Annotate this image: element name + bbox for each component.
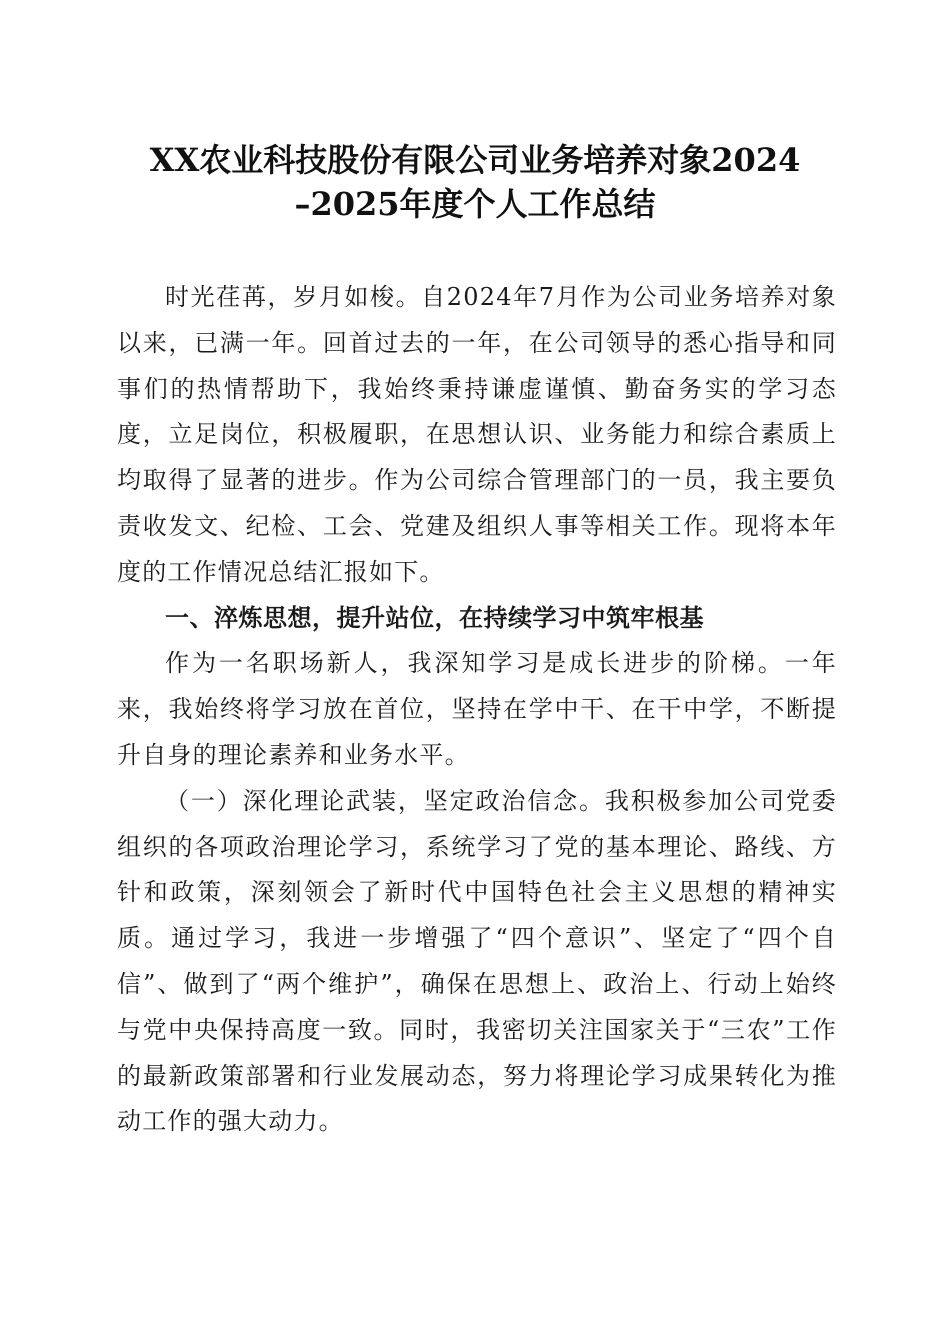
section-heading-1: 一、淬炼思想，提升站位，在持续学习中筑牢根基 (165, 603, 704, 632)
title-line-1: XX农业科技股份有限公司业务培养对象2024 (149, 141, 801, 179)
intro-paragraph: 时光荏苒，岁月如梭。自2024年7月作为公司业务培养对象以来，已满一年。回首过去的一年，在公司领导的悉心指导和同事们的热情帮助下，我始终秉持谦虚谨慎、勤奋务实的学习态度，立足岗位，积极履职，在思想认识、业务能力和综合素质上均取得了显著的进步。作为公司综合管理部门的一员，我主要负责收发文、纪检、工会、党建及组织人事等相关工作。现将本年度的工作情况总结汇报如下。 (117, 283, 837, 586)
document-body (117, 275, 837, 1145)
document-title (110, 138, 840, 226)
section-1-intro-paragraph: 作为一名职场新人，我深知学习是成长进步的阶梯。一年来，我始终将学习放在首位，坚持在学中干、在干中学，不断提升自身的理论素养和业务水平。 (117, 649, 837, 769)
subsection-1-paragraph: （一）深化理论武装，坚定政治信念。我积极参加公司党委组织的各项政治理论学习，系统学习了党的基本理论、路线、方针和政策，深刻领会了新时代中国特色社会主义思想的精神实质。通过学习，我进一步增强了“四个意识”、坚定了“四个自信”、做到了“两个维护”，确保在思想上、政治上、行动上始终与党中央保持高度一致。同时，我密切关注国家关于“三农”工作的最新政策部署和行业发展动态，努力将理论学习成果转化为推动工作的强大动力。 (117, 786, 837, 1136)
title-line-2: –2025年度个人工作总结 (294, 185, 656, 223)
